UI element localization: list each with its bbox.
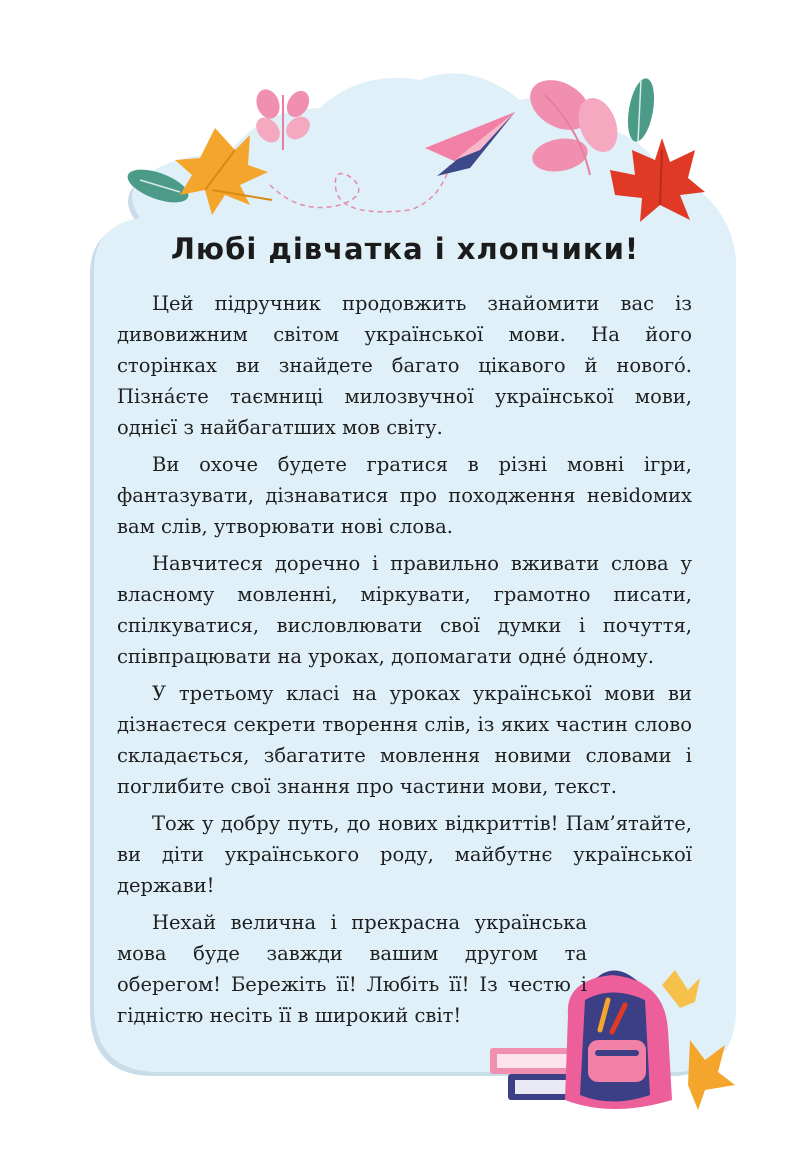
paragraph: У третьому класі на уроках української мови ви дізнаєтеся секрети творення слів, із яких частин слово складається, збагатите мовлення новими словами і поглибите свої знання про частини мови, текст. <box>117 682 692 798</box>
paragraph: Цей підручник продовжить знайомити вас із дивовижним світом української мови. На його сторінках ви знайдете багато цікавого й нового́. Пізна́єте таємниці милозвучної української мови, однієї з найбагатших мов світу. <box>117 292 692 439</box>
paragraph: Тож у добру путь, до нових відкриттів! Пам’ятайте, ви діти українського роду, майбутнє української держави! <box>117 812 692 897</box>
paragraph: Навчитеся доречно і правильно вживати слова у власному мовленні, міркувати, грамотно писати, спілкуватися, висловлювати свої думки і почуття, співпрацювати на уроках, допомагати одне́ о́дному. <box>117 552 692 668</box>
intro-text <box>117 288 692 1037</box>
page-title: Любі дівчатка і хлопчики! <box>170 232 640 266</box>
paragraph: Ви охоче будете гратися в різні мовні ігри, фантазувати, дізнаватися про походження невіdомих вам слів, утворювати нові слова. <box>117 453 692 538</box>
paragraph: Нехай велична і прекрасна українська мова буде завжди вашим другом та оберегом! Бережіть її! Любіть її! Із честю і гідністю несіть її в широкий світ! <box>117 911 587 1027</box>
